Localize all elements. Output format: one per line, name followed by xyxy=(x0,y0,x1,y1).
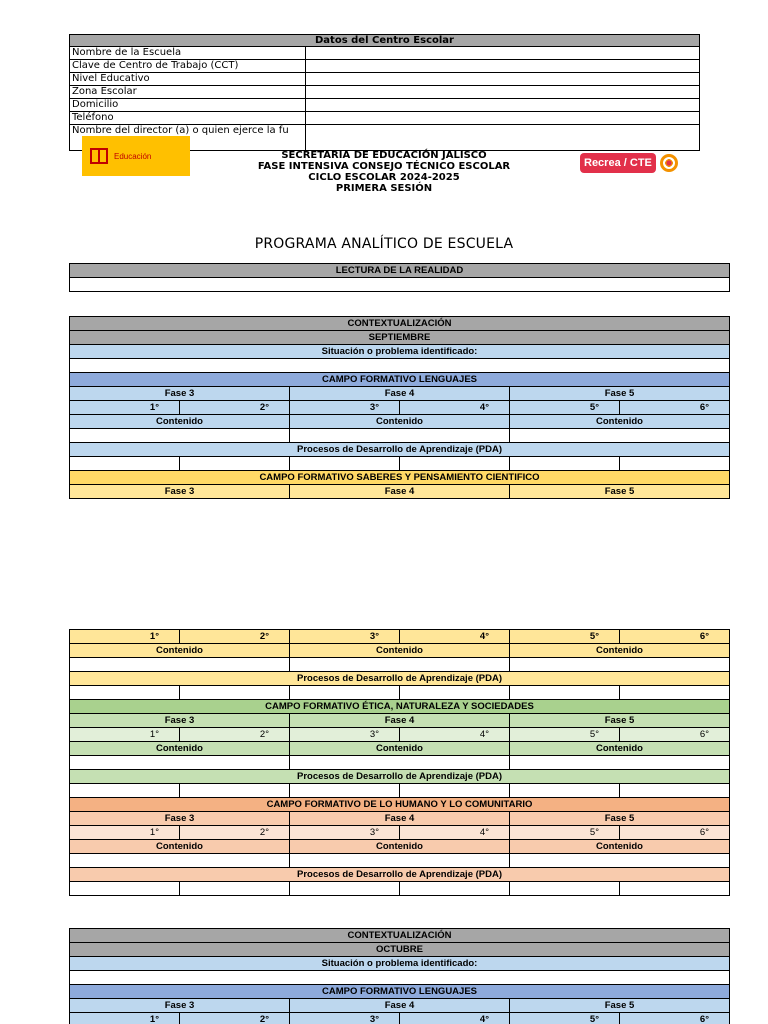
pda-label: Procesos de Desarrollo de Aprendizaje (PDA) xyxy=(296,444,502,455)
empty-cell[interactable] xyxy=(70,278,729,291)
school-row xyxy=(70,60,699,73)
context-label: CONTEXTUALIZACIÓN xyxy=(347,318,452,329)
spiral-icon xyxy=(660,154,678,172)
empty-cell[interactable] xyxy=(620,784,729,797)
grade-cell: 2° xyxy=(180,630,290,643)
octubre-table xyxy=(69,928,730,1024)
document-heading xyxy=(190,150,578,194)
campo-label: CAMPO FORMATIVO LENGUAJES xyxy=(322,374,477,385)
fase-row xyxy=(70,812,729,826)
pda-header xyxy=(70,868,729,882)
campo-label: CAMPO FORMATIVO SABERES Y PENSAMIENTO CIENTIFICO xyxy=(259,472,540,483)
grade-cell: 2° xyxy=(180,826,290,839)
contenido-cell: Contenido xyxy=(290,742,510,755)
fase-row xyxy=(70,999,729,1013)
empty-cell[interactable] xyxy=(510,882,620,895)
context-header xyxy=(70,929,729,943)
contenido-cell: Contenido xyxy=(290,840,510,853)
grade-cell: 6° xyxy=(699,827,709,838)
fase-cell: Fase 5 xyxy=(604,813,635,824)
lectura-table xyxy=(69,263,730,292)
context-label: CONTEXTUALIZACIÓN xyxy=(347,930,452,941)
contenido-value-row xyxy=(70,658,729,672)
empty-cell[interactable] xyxy=(70,457,180,470)
grade-cell: 5° xyxy=(510,1013,620,1024)
pda-label: Procesos de Desarrollo de Aprendizaje (PDA) xyxy=(296,869,502,880)
month-label: OCTUBRE xyxy=(376,944,423,955)
school-row-value[interactable] xyxy=(306,47,699,59)
pda-value-row xyxy=(70,686,729,700)
empty-cell[interactable] xyxy=(510,658,729,671)
grade-cell: 2° xyxy=(180,728,290,741)
pda-header xyxy=(70,672,729,686)
septiembre-table xyxy=(69,316,730,499)
school-row-label: Clave de Centro de Trabajo (CCT) xyxy=(70,60,306,72)
empty-cell[interactable] xyxy=(70,784,180,797)
empty-cell[interactable] xyxy=(510,457,620,470)
grade-cell: 6° xyxy=(699,1014,709,1024)
fase-row xyxy=(70,714,729,728)
fase-cell: Fase 4 xyxy=(290,999,510,1012)
grade-cell: 3° xyxy=(290,728,400,741)
pda-value-row xyxy=(70,457,729,471)
grade-cell: 4° xyxy=(400,401,510,414)
grade-row xyxy=(70,401,729,415)
educacion-logo xyxy=(82,136,190,176)
lectura-value[interactable] xyxy=(70,278,729,292)
contenido-value-row xyxy=(70,429,729,443)
contenido-cell: Contenido xyxy=(70,742,290,755)
recrea-logo-text xyxy=(580,153,656,173)
empty-cell[interactable] xyxy=(620,686,729,699)
fase-cell: Fase 4 xyxy=(290,714,510,727)
contenido-value-row xyxy=(70,854,729,868)
school-row xyxy=(70,112,699,125)
contenido-cell: Contenido xyxy=(70,415,290,428)
grade-row xyxy=(70,630,729,644)
empty-cell[interactable] xyxy=(70,854,290,867)
campo-humano-header xyxy=(70,798,729,812)
empty-cell[interactable] xyxy=(290,784,400,797)
page-title: PROGRAMA ANALÍTICO DE ESCUELA xyxy=(254,236,514,252)
empty-cell[interactable] xyxy=(180,882,290,895)
grade-row xyxy=(70,826,729,840)
situacion-header xyxy=(70,957,729,971)
fase-row xyxy=(70,485,729,499)
campo-label: CAMPO FORMATIVO DE LO HUMANO Y LO COMUNITARIO xyxy=(266,799,533,810)
fase-cell: Fase 3 xyxy=(70,812,290,825)
grade-cell: 1° xyxy=(70,401,180,414)
contenido-cell: Contenido xyxy=(70,840,290,853)
lectura-header xyxy=(70,264,729,278)
empty-cell[interactable] xyxy=(290,658,510,671)
empty-cell[interactable] xyxy=(290,854,510,867)
grade-cell: 4° xyxy=(400,1013,510,1024)
pda-value-row xyxy=(70,882,729,896)
school-row xyxy=(70,99,699,112)
grade-cell: 2° xyxy=(180,1013,290,1024)
pda-header xyxy=(70,443,729,457)
pda-label: Procesos de Desarrollo de Aprendizaje (PDA) xyxy=(296,771,502,782)
fase-cell: Fase 5 xyxy=(604,486,635,497)
empty-cell[interactable] xyxy=(180,686,290,699)
empty-cell[interactable] xyxy=(70,971,729,984)
continuation-table xyxy=(69,629,730,896)
empty-cell[interactable] xyxy=(620,882,729,895)
empty-cell[interactable] xyxy=(180,784,290,797)
fase-cell: Fase 3 xyxy=(70,387,290,400)
school-row-label: Nombre de la Escuela xyxy=(70,47,306,59)
school-row xyxy=(70,47,699,60)
pda-value-row xyxy=(70,784,729,798)
grade-cell: 6° xyxy=(699,631,709,642)
campo-lenguajes-header xyxy=(70,985,729,999)
contenido-cell: Contenido xyxy=(290,415,510,428)
campo-saberes-header xyxy=(70,471,729,485)
school-row-label: Nombre del director (a) o quien ejerce la fu xyxy=(70,125,306,150)
grade-cell: 4° xyxy=(400,826,510,839)
grade-cell: 3° xyxy=(290,401,400,414)
empty-cell[interactable] xyxy=(180,457,290,470)
contenido-row xyxy=(70,644,729,658)
empty-cell[interactable] xyxy=(400,686,510,699)
campo-etica-header xyxy=(70,700,729,714)
school-row-label: Teléfono xyxy=(70,112,306,124)
grade-cell: 1° xyxy=(70,826,180,839)
fase-cell: Fase 5 xyxy=(604,715,635,726)
grade-cell: 5° xyxy=(510,826,620,839)
campo-label: CAMPO FORMATIVO LENGUAJES xyxy=(322,986,477,997)
empty-cell[interactable] xyxy=(620,457,729,470)
grade-cell: 3° xyxy=(290,1013,400,1024)
contenido-row xyxy=(70,415,729,429)
grade-cell: 5° xyxy=(510,401,620,414)
empty-cell[interactable] xyxy=(70,686,180,699)
school-row-value[interactable] xyxy=(306,112,699,124)
empty-cell[interactable] xyxy=(290,457,400,470)
empty-cell[interactable] xyxy=(290,756,510,769)
pda-label: Procesos de Desarrollo de Aprendizaje (PDA) xyxy=(296,673,502,684)
fase-cell: Fase 4 xyxy=(290,387,510,400)
fase-cell: Fase 3 xyxy=(70,999,290,1012)
grade-cell: 4° xyxy=(400,630,510,643)
empty-cell[interactable] xyxy=(70,359,729,372)
school-row xyxy=(70,86,699,99)
school-row-label: Nivel Educativo xyxy=(70,73,306,85)
lectura-label: LECTURA DE LA REALIDAD xyxy=(335,265,464,276)
educacion-logo-text: Educación xyxy=(114,151,152,161)
school-row-value[interactable] xyxy=(306,60,699,72)
contenido-cell: Contenido xyxy=(596,416,643,427)
situacion-label: Situación o problema identificado: xyxy=(321,958,478,969)
campo-label: CAMPO FORMATIVO ÉTICA, NATURALEZA Y SOCIEDADES xyxy=(265,701,534,712)
grade-cell: 1° xyxy=(70,1013,180,1024)
contenido-cell: Contenido xyxy=(596,841,643,852)
contenido-cell: Contenido xyxy=(596,645,643,656)
school-data-header: Datos del Centro Escolar xyxy=(70,35,699,47)
school-row-label: Domicilio xyxy=(70,99,306,111)
cte-word: / CTE xyxy=(623,157,652,169)
campo-lenguajes-header xyxy=(70,373,729,387)
recrea-cte-logo xyxy=(580,148,690,178)
contenido-row xyxy=(70,742,729,756)
school-row-label: Zona Escolar xyxy=(70,86,306,98)
heading-line: CICLO ESCOLAR 2024-2025 xyxy=(308,172,460,183)
situacion-value[interactable] xyxy=(70,971,729,985)
empty-cell[interactable] xyxy=(400,457,510,470)
empty-cell[interactable] xyxy=(400,784,510,797)
month-header xyxy=(70,943,729,957)
grade-cell: 3° xyxy=(290,826,400,839)
fase-row xyxy=(70,387,729,401)
empty-cell[interactable] xyxy=(510,429,729,442)
empty-cell[interactable] xyxy=(510,784,620,797)
school-data-table xyxy=(69,34,700,151)
grade-cell: 5° xyxy=(510,630,620,643)
fase-cell: Fase 4 xyxy=(290,485,510,498)
heading-line: SECRETARIA DE EDUCACIÓN JALISCO xyxy=(281,150,487,161)
situacion-label: Situación o problema identificado: xyxy=(321,346,478,357)
empty-cell[interactable] xyxy=(290,882,400,895)
school-row-value[interactable] xyxy=(306,86,699,98)
fase-cell: Fase 3 xyxy=(70,714,290,727)
school-row-value[interactable] xyxy=(306,73,699,85)
grade-cell: 6° xyxy=(699,729,709,740)
fase-cell: Fase 4 xyxy=(290,812,510,825)
school-row-value[interactable] xyxy=(306,99,699,111)
empty-cell[interactable] xyxy=(70,658,290,671)
grade-row xyxy=(70,728,729,742)
empty-cell[interactable] xyxy=(510,756,729,769)
empty-cell[interactable] xyxy=(510,854,729,867)
empty-cell[interactable] xyxy=(400,882,510,895)
contenido-row xyxy=(70,840,729,854)
fase-cell: Fase 5 xyxy=(604,388,635,399)
grade-cell: 2° xyxy=(180,401,290,414)
context-header xyxy=(70,317,729,331)
school-row-value[interactable] xyxy=(306,125,699,150)
empty-cell[interactable] xyxy=(510,686,620,699)
situacion-value[interactable] xyxy=(70,359,729,373)
empty-cell[interactable] xyxy=(290,429,510,442)
empty-cell[interactable] xyxy=(290,686,400,699)
grade-cell: 1° xyxy=(70,630,180,643)
grade-cell: 5° xyxy=(510,728,620,741)
grade-cell: 6° xyxy=(699,402,709,413)
contenido-cell: Contenido xyxy=(70,644,290,657)
fase-cell: Fase 3 xyxy=(70,485,290,498)
heading-line: FASE INTENSIVA CONSEJO TÉCNICO ESCOLAR xyxy=(257,161,511,172)
empty-cell[interactable] xyxy=(70,429,290,442)
contenido-cell: Contenido xyxy=(596,743,643,754)
pda-header xyxy=(70,770,729,784)
empty-cell[interactable] xyxy=(70,882,180,895)
heading-line: PRIMERA SESIÓN xyxy=(335,183,433,194)
grade-cell: 1° xyxy=(70,728,180,741)
contenido-value-row xyxy=(70,756,729,770)
month-label: SEPTIEMBRE xyxy=(368,332,431,343)
contenido-cell: Contenido xyxy=(290,644,510,657)
fase-cell: Fase 5 xyxy=(604,1000,635,1011)
month-header xyxy=(70,331,729,345)
grade-cell: 3° xyxy=(290,630,400,643)
empty-cell[interactable] xyxy=(70,756,290,769)
recrea-word: Recrea xyxy=(584,157,621,169)
book-icon xyxy=(90,148,108,164)
grade-row xyxy=(70,1013,729,1024)
grade-cell: 4° xyxy=(400,728,510,741)
situacion-header xyxy=(70,345,729,359)
school-row xyxy=(70,73,699,86)
